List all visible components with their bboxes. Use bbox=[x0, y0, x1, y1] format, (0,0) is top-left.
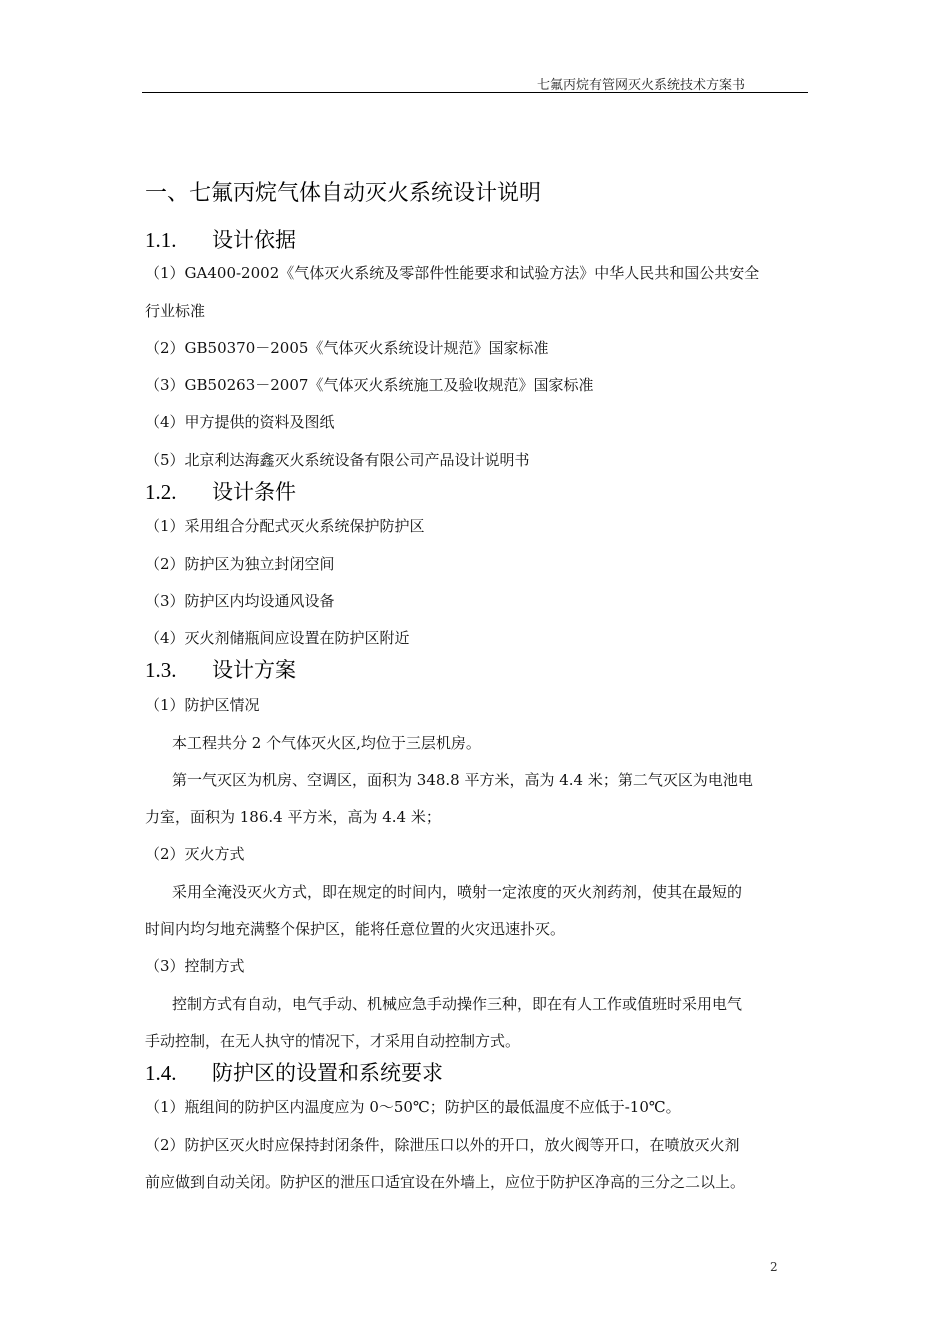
heading-text: 设计方案 bbox=[212, 658, 296, 682]
paragraph-line: （4）甲方提供的资料及图纸 bbox=[145, 413, 335, 431]
paragraph-line: （1）瓶组间的防护区内温度应为 0～50℃；防护区的最低温度不应低于-10℃。 bbox=[145, 1098, 681, 1116]
paragraph-line: （2）防护区为独立封闭空间 bbox=[145, 555, 335, 573]
header-rule bbox=[142, 92, 808, 93]
heading-1-3 bbox=[145, 654, 296, 684]
paragraph-line: 行业标准 bbox=[145, 302, 206, 320]
heading-number: 1.1. bbox=[145, 228, 177, 252]
heading-number: 1.3. bbox=[145, 658, 177, 682]
paragraph-line: （3）防护区内均设通风设备 bbox=[145, 592, 335, 610]
running-header-title: 七氟丙烷有管网灭火系统技术方案书 bbox=[536, 78, 745, 93]
section-title: 一、七氟丙烷气体自动灭火系统设计说明 bbox=[145, 181, 542, 206]
heading-1-2 bbox=[145, 476, 296, 506]
paragraph-line: （5）北京利达海鑫灭火系统设备有限公司产品设计说明书 bbox=[145, 451, 530, 469]
heading-text: 设计依据 bbox=[212, 228, 296, 252]
paragraph-line: （2）防护区灭火时应保持封闭条件，除泄压口以外的开口，放火阀等开口，在喷放灭火剂 bbox=[145, 1136, 740, 1154]
paragraph-line: 力室，面积为 186.4 平方米，高为 4.4 米； bbox=[145, 808, 441, 826]
paragraph-line: （1）防护区情况 bbox=[145, 696, 260, 714]
paragraph-line: 前应做到自动关闭。防护区的泄压口适宜设在外墙上，应位于防护区净高的三分之二以上。 bbox=[145, 1173, 746, 1191]
heading-1-1 bbox=[145, 224, 296, 254]
page-number: 2 bbox=[770, 1260, 778, 1274]
heading-1-4 bbox=[145, 1057, 443, 1087]
paragraph-line: 第一气灭区为机房、空调区，面积为 348.8 平方米，高为 4.4 米；第二气灭区为电池电 bbox=[172, 771, 753, 789]
paragraph-line: （3）GB50263－2007《气体灭火系统施工及验收规范》国家标准 bbox=[145, 376, 594, 394]
paragraph-line: 控制方式有自动，电气手动、机械应急手动操作三种，即在有人工作或值班时采用电气 bbox=[172, 995, 743, 1013]
heading-text: 防护区的设置和系统要求 bbox=[212, 1061, 443, 1085]
paragraph-line: 采用全淹没灭火方式，即在规定的时间内，喷射一定浓度的灭火剂药剂，使其在最短的 bbox=[172, 883, 743, 901]
paragraph-line: 本工程共分 2 个气体灭火区,均位于三层机房。 bbox=[172, 734, 481, 752]
paragraph-line: （2）GB50370－2005《气体灭火系统设计规范》国家标准 bbox=[145, 339, 549, 357]
paragraph-line: （2）灭火方式 bbox=[145, 845, 245, 863]
paragraph-line: （3）控制方式 bbox=[145, 957, 245, 975]
heading-text: 设计条件 bbox=[212, 480, 296, 504]
heading-number: 1.4. bbox=[145, 1061, 177, 1085]
paragraph-line: （1）采用组合分配式灭火系统保护防护区 bbox=[145, 517, 425, 535]
paragraph-line: （4）灭火剂储瓶间应设置在防护区附近 bbox=[145, 629, 410, 647]
paragraph-line: 时间内均匀地充满整个保护区，能将任意位置的火灾迅速扑灭。 bbox=[145, 920, 566, 938]
paragraph-line: 手动控制，在无人执守的情况下，才采用自动控制方式。 bbox=[145, 1032, 521, 1050]
paragraph-line: （1）GA400-2002《气体灭火系统及零部件性能要求和试验方法》中华人民共和国公共安全 bbox=[145, 264, 760, 282]
heading-number: 1.2. bbox=[145, 480, 177, 504]
